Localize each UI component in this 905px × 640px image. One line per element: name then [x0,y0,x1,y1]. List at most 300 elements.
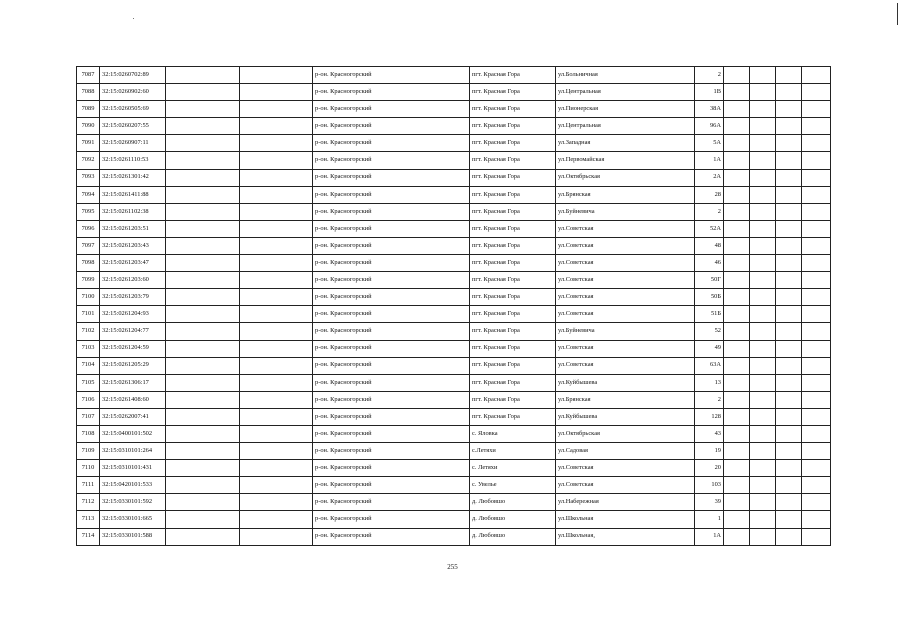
empty-cell [802,340,831,357]
empty-cell [776,135,802,152]
empty-cell [750,135,776,152]
row-number: 7106 [77,391,100,408]
empty-cell [750,408,776,425]
empty-cell [724,255,750,272]
house-number: 63А [695,357,724,374]
empty-cell [802,374,831,391]
empty-cell [802,425,831,442]
empty-cell [240,118,313,135]
empty-cell [166,528,240,545]
empty-cell [724,443,750,460]
table-row [77,460,831,477]
district-cell: р-он. Красногорский [313,101,470,118]
empty-cell [724,357,750,374]
street-cell: ул.Куйбышева [556,408,695,425]
district-cell: р-он. Красногорский [313,425,470,442]
row-number: 7101 [77,306,100,323]
empty-cell [166,494,240,511]
street-cell: ул.Октябрьская [556,425,695,442]
settlement-cell: пгт. Красная Гора [470,255,556,272]
property-register-table [76,66,831,546]
district-cell: р-он. Красногорский [313,203,470,220]
empty-cell [240,494,313,511]
settlement-cell: пгт. Красная Гора [470,118,556,135]
row-number: 7099 [77,272,100,289]
street-cell: ул.Первомайская [556,152,695,169]
street-cell: ул.Советская [556,272,695,289]
house-number: 52А [695,220,724,237]
row-number: 7104 [77,357,100,374]
empty-cell [776,289,802,306]
row-number: 7092 [77,152,100,169]
settlement-cell: пгт. Красная Гора [470,340,556,357]
table-row [77,340,831,357]
cadastral-number: 32:15:0261204:77 [100,323,166,340]
row-number: 7102 [77,323,100,340]
district-cell: р-он. Красногорский [313,323,470,340]
cadastral-number: 32:15:0310101:264 [100,443,166,460]
empty-cell [724,528,750,545]
empty-cell [166,203,240,220]
street-cell: ул.Советская [556,220,695,237]
table-row [77,84,831,101]
empty-cell [724,203,750,220]
row-number: 7113 [77,511,100,528]
district-cell: р-он. Красногорский [313,374,470,391]
table-row [77,323,831,340]
settlement-cell: пгт. Красная Гора [470,323,556,340]
street-cell: ул.Центральная [556,84,695,101]
settlement-cell: пгт. Красная Гора [470,289,556,306]
district-cell: р-он. Красногорский [313,477,470,494]
register-body [77,67,831,546]
row-number: 7090 [77,118,100,135]
row-number: 7105 [77,374,100,391]
empty-cell [240,152,313,169]
street-cell: ул.Советская [556,289,695,306]
empty-cell [240,101,313,118]
district-cell: р-он. Красногорский [313,118,470,135]
house-number: 39 [695,494,724,511]
street-cell: ул.Западная [556,135,695,152]
empty-cell [802,391,831,408]
empty-cell [240,477,313,494]
empty-cell [240,323,313,340]
settlement-cell: пгт. Красная Гора [470,306,556,323]
empty-cell [724,374,750,391]
empty-cell [776,408,802,425]
table-row [77,152,831,169]
empty-cell [776,443,802,460]
settlement-cell: д. Любовшо [470,494,556,511]
empty-cell [166,425,240,442]
empty-cell [776,118,802,135]
empty-cell [802,255,831,272]
empty-cell [750,203,776,220]
table-row [77,289,831,306]
street-cell: ул.Буйневича [556,323,695,340]
empty-cell [802,494,831,511]
settlement-cell: пгт. Красная Гора [470,67,556,84]
empty-cell [240,237,313,254]
district-cell: р-он. Красногорский [313,289,470,306]
cadastral-number: 32:15:0260702:89 [100,67,166,84]
empty-cell [724,272,750,289]
settlement-cell: пгт. Красная Гора [470,152,556,169]
empty-cell [802,477,831,494]
district-cell: р-он. Красногорский [313,460,470,477]
cadastral-number: 32:15:0330101:592 [100,494,166,511]
cadastral-number: 32:15:0261203:51 [100,220,166,237]
empty-cell [750,425,776,442]
empty-cell [776,357,802,374]
row-number: 7091 [77,135,100,152]
empty-cell [776,237,802,254]
empty-cell [802,152,831,169]
empty-cell [724,408,750,425]
table-row [77,272,831,289]
district-cell: р-он. Красногорский [313,67,470,84]
empty-cell [750,528,776,545]
empty-cell [166,289,240,306]
empty-cell [240,169,313,186]
row-number: 7112 [77,494,100,511]
house-number: 103 [695,477,724,494]
table-row [77,357,831,374]
street-cell: ул.Советская [556,255,695,272]
settlement-cell: с. Яловка [470,425,556,442]
empty-cell [802,203,831,220]
empty-cell [166,391,240,408]
empty-cell [802,169,831,186]
empty-cell [166,408,240,425]
empty-cell [240,357,313,374]
empty-cell [750,357,776,374]
empty-cell [802,511,831,528]
empty-cell [776,255,802,272]
house-number: 1А [695,152,724,169]
empty-cell [750,391,776,408]
house-number: 50Г [695,272,724,289]
district-cell: р-он. Красногорский [313,408,470,425]
empty-cell [724,118,750,135]
empty-cell [750,169,776,186]
settlement-cell: пгт. Красная Гора [470,237,556,254]
empty-cell [776,152,802,169]
empty-cell [240,135,313,152]
house-number: 28 [695,186,724,203]
empty-cell [750,306,776,323]
cadastral-number: 32:15:0261110:53 [100,152,166,169]
empty-cell [724,220,750,237]
house-number: 20 [695,460,724,477]
district-cell: р-он. Красногорский [313,340,470,357]
empty-cell [750,152,776,169]
cadastral-number: 32:15:0400101:502 [100,425,166,442]
house-number: 48 [695,237,724,254]
empty-cell [166,237,240,254]
empty-cell [724,340,750,357]
empty-cell [166,135,240,152]
house-number: 5А [695,135,724,152]
house-number: 46 [695,255,724,272]
empty-cell [776,220,802,237]
house-number: 50Б [695,289,724,306]
cadastral-number: 32:15:0260505:69 [100,101,166,118]
street-cell: ул.Центральная [556,118,695,135]
empty-cell [776,101,802,118]
empty-cell [724,237,750,254]
empty-cell [166,220,240,237]
empty-cell [166,357,240,374]
settlement-cell: с. Летяхи [470,460,556,477]
empty-cell [240,425,313,442]
empty-cell [240,306,313,323]
table-row [77,186,831,203]
empty-cell [166,340,240,357]
empty-cell [776,460,802,477]
house-number: 49 [695,340,724,357]
row-number: 7098 [77,255,100,272]
cadastral-number: 32:15:0261203:79 [100,289,166,306]
empty-cell [240,255,313,272]
empty-cell [724,494,750,511]
empty-cell [240,220,313,237]
empty-cell [750,477,776,494]
empty-cell [776,391,802,408]
table-row [77,306,831,323]
empty-cell [776,477,802,494]
empty-cell [802,460,831,477]
cadastral-number: 32:15:0261411:88 [100,186,166,203]
house-number: 1 [695,511,724,528]
street-cell: ул.Садовая [556,443,695,460]
empty-cell [776,203,802,220]
settlement-cell: пгт. Красная Гора [470,374,556,391]
empty-cell [776,84,802,101]
empty-cell [776,186,802,203]
empty-cell [724,425,750,442]
table-row [77,169,831,186]
district-cell: р-он. Красногорский [313,169,470,186]
street-cell: ул.Куйбышева [556,374,695,391]
settlement-cell: пгт. Красная Гора [470,84,556,101]
empty-cell [802,101,831,118]
empty-cell [750,374,776,391]
settlement-cell: пгт. Красная Гора [470,272,556,289]
empty-cell [724,323,750,340]
table-row [77,374,831,391]
empty-cell [802,408,831,425]
empty-cell [802,67,831,84]
empty-cell [166,306,240,323]
street-cell: ул.Набережная [556,494,695,511]
settlement-cell: с. Увелье [470,477,556,494]
empty-cell [166,255,240,272]
empty-cell [166,186,240,203]
empty-cell [724,152,750,169]
house-number: 128 [695,408,724,425]
empty-cell [240,511,313,528]
row-number: 7096 [77,220,100,237]
district-cell: р-он. Красногорский [313,272,470,289]
empty-cell [776,323,802,340]
empty-cell [750,289,776,306]
house-number: 2 [695,391,724,408]
street-cell: ул.Школьная [556,511,695,528]
empty-cell [750,443,776,460]
district-cell: р-он. Красногорский [313,357,470,374]
district-cell: р-он. Красногорский [313,511,470,528]
empty-cell [240,272,313,289]
street-cell: ул.Советская [556,357,695,374]
street-cell: ул.Больничная [556,67,695,84]
table-row [77,255,831,272]
empty-cell [724,289,750,306]
house-number: 52 [695,323,724,340]
row-number: 7095 [77,203,100,220]
empty-cell [724,306,750,323]
empty-cell [240,408,313,425]
row-number: 7110 [77,460,100,477]
empty-cell [240,340,313,357]
empty-cell [776,272,802,289]
district-cell: р-он. Красногорский [313,135,470,152]
empty-cell [166,511,240,528]
empty-cell [724,101,750,118]
empty-cell [776,374,802,391]
empty-cell [802,118,831,135]
house-number: 2 [695,67,724,84]
empty-cell [776,425,802,442]
street-cell: ул.Советская [556,477,695,494]
cadastral-number: 32:15:0260907:11 [100,135,166,152]
house-number: 1В [695,84,724,101]
empty-cell [750,84,776,101]
settlement-cell: пгт. Красная Гора [470,220,556,237]
empty-cell [776,528,802,545]
cadastral-number: 32:15:0261203:60 [100,272,166,289]
settlement-cell: д. Любовшо [470,528,556,545]
empty-cell [776,340,802,357]
row-number: 7089 [77,101,100,118]
empty-cell [802,220,831,237]
street-cell: ул.Советская [556,237,695,254]
empty-cell [802,237,831,254]
district-cell: р-он. Красногорский [313,391,470,408]
settlement-cell: пгт. Красная Гора [470,135,556,152]
district-cell: р-он. Красногорский [313,152,470,169]
row-number: 7093 [77,169,100,186]
house-number: 13 [695,374,724,391]
row-number: 7100 [77,289,100,306]
cadastral-number: 32:15:0261203:43 [100,237,166,254]
row-number: 7111 [77,477,100,494]
empty-cell [166,169,240,186]
street-cell: ул.Советская [556,306,695,323]
row-number: 7107 [77,408,100,425]
cadastral-number: 32:15:0261306:17 [100,374,166,391]
empty-cell [776,511,802,528]
cadastral-number: 32:15:0261408:60 [100,391,166,408]
empty-cell [776,494,802,511]
empty-cell [166,67,240,84]
house-number: 38А [695,101,724,118]
empty-cell [166,101,240,118]
street-cell: ул.Брянская [556,391,695,408]
empty-cell [240,289,313,306]
page-edge-mark [897,3,898,25]
district-cell: р-он. Красногорский [313,84,470,101]
row-number: 7114 [77,528,100,545]
empty-cell [724,460,750,477]
row-number: 7087 [77,67,100,84]
empty-cell [166,443,240,460]
house-number: 2А [695,169,724,186]
district-cell: р-он. Красногорский [313,237,470,254]
empty-cell [750,220,776,237]
street-cell: ул.Пионерская [556,101,695,118]
empty-cell [240,528,313,545]
settlement-cell: пгт. Красная Гора [470,101,556,118]
street-cell: ул.Школьная, [556,528,695,545]
empty-cell [724,169,750,186]
table-row [77,135,831,152]
district-cell: р-он. Красногорский [313,255,470,272]
cadastral-number: 32:15:0262007:41 [100,408,166,425]
empty-cell [724,477,750,494]
street-cell: ул.Брянская [556,186,695,203]
row-number: 7103 [77,340,100,357]
empty-cell [776,67,802,84]
district-cell: р-он. Красногорский [313,186,470,203]
empty-cell [240,186,313,203]
table-row [77,408,831,425]
empty-cell [724,186,750,203]
table-row [77,220,831,237]
empty-cell [240,203,313,220]
empty-cell [802,528,831,545]
empty-cell [750,255,776,272]
empty-cell [750,272,776,289]
empty-cell [750,460,776,477]
empty-cell [750,118,776,135]
empty-cell [802,84,831,101]
empty-cell [802,289,831,306]
empty-cell [750,494,776,511]
empty-cell [750,323,776,340]
street-cell: ул.Буйневича [556,203,695,220]
empty-cell [166,374,240,391]
district-cell: р-он. Красногорский [313,443,470,460]
table-row [77,443,831,460]
table-row [77,511,831,528]
empty-cell [240,391,313,408]
district-cell: р-он. Красногорский [313,528,470,545]
empty-cell [240,443,313,460]
table-row [77,391,831,408]
empty-cell [166,272,240,289]
empty-cell [750,186,776,203]
house-number: 2 [695,203,724,220]
street-cell: ул.Октябрьская [556,169,695,186]
table-row [77,118,831,135]
table-row [77,67,831,84]
empty-cell [240,374,313,391]
house-number: 43 [695,425,724,442]
scan-speck [133,18,134,19]
empty-cell [240,460,313,477]
